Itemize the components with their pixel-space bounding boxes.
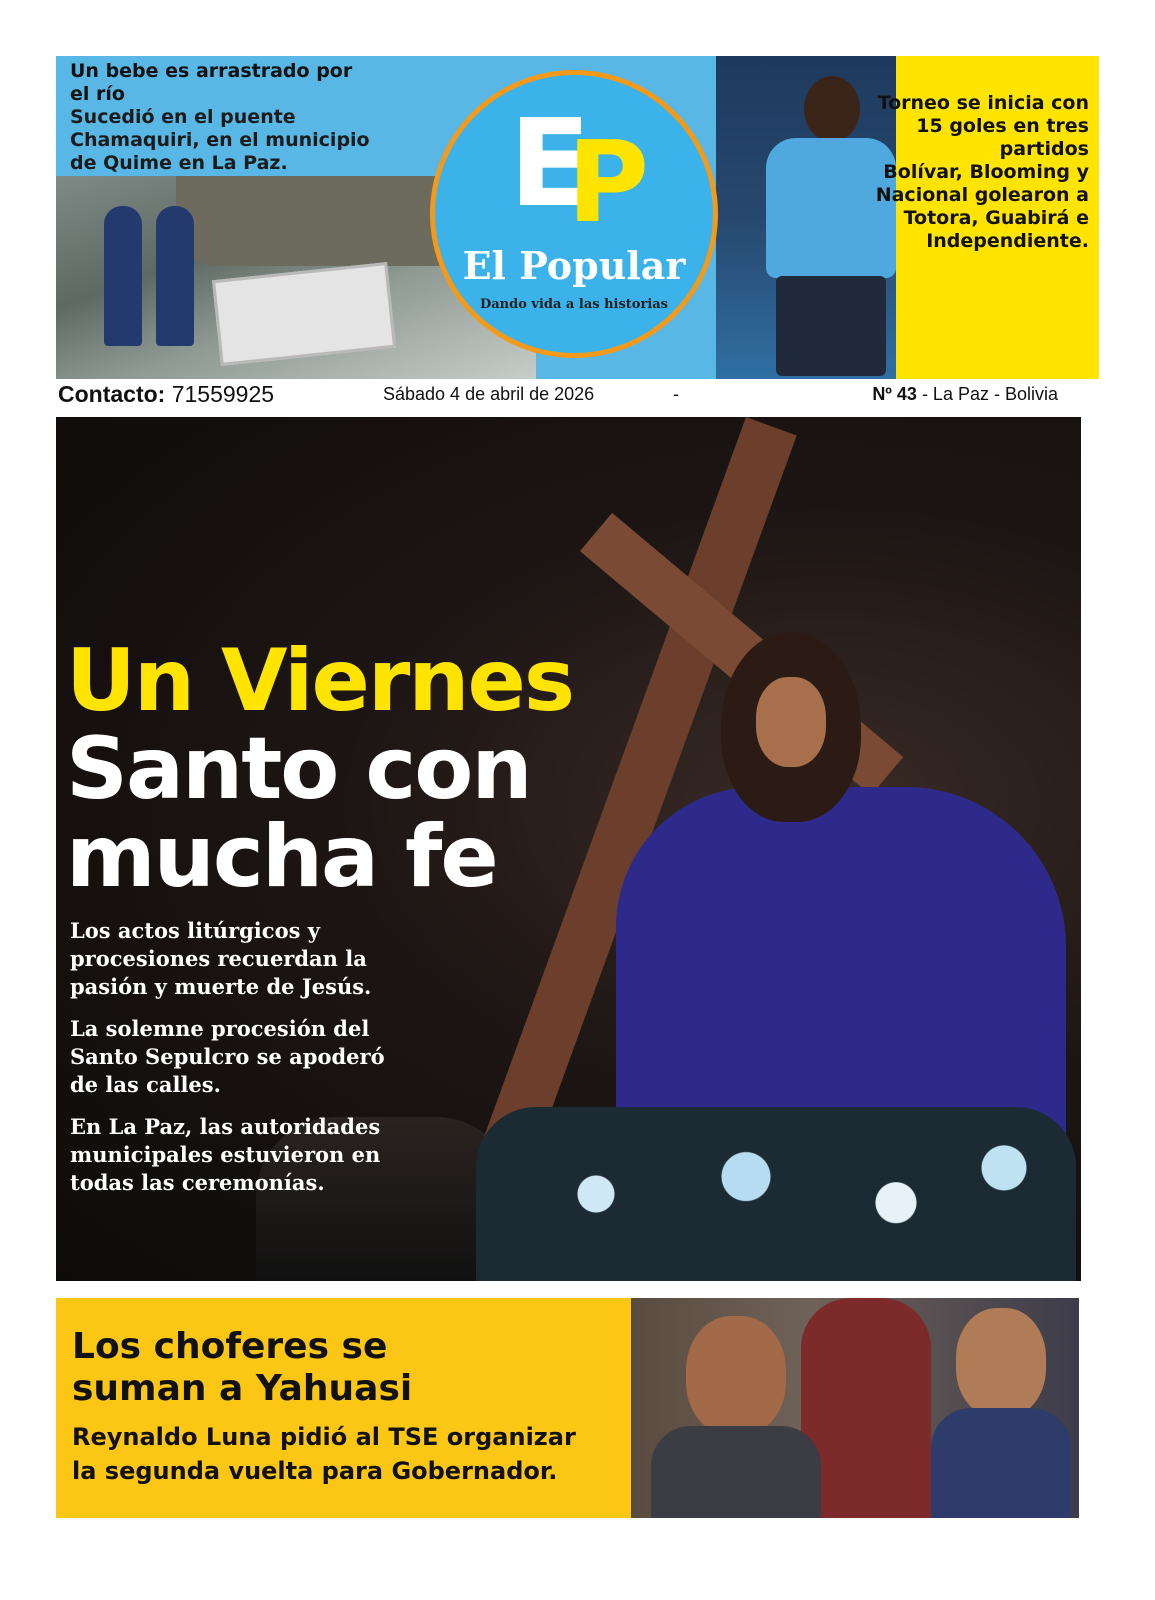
drivers-story-banner[interactable] — [56, 1298, 1079, 1518]
person-speaking — [651, 1316, 821, 1518]
separator: - — [673, 384, 679, 404]
banner-headline — [72, 1326, 412, 1410]
person-face — [956, 1308, 1046, 1418]
summary-point: Los actos litúrgicos y procesiones recuerdan la pasión y muerte de Jesús. — [70, 918, 372, 999]
banner-headline-line-1: Los choferes se — [72, 1326, 388, 1367]
teaser-river-story[interactable] — [70, 60, 370, 175]
banner-summary — [72, 1420, 576, 1488]
rescue-worker — [156, 206, 194, 346]
banner-summary-line-1: Reynaldo Luna pidió al TSE organizar — [72, 1423, 576, 1451]
cover-summary-points — [70, 917, 410, 1211]
person-body — [651, 1426, 821, 1518]
banner-summary-line-2: la segunda vuelta para Gobernador. — [72, 1457, 558, 1485]
headline-line-1: Un Viernes — [66, 631, 574, 731]
logo-letter-e: E — [509, 95, 591, 234]
newspaper-name: El Popular — [462, 243, 686, 288]
masthead-band — [56, 56, 1099, 379]
teaser-headline: Torneo se inicia con 15 goles en tres partidos — [877, 92, 1089, 160]
issue-info-line — [58, 381, 1058, 407]
contact-info — [58, 381, 274, 408]
issue-date: Sábado 4 de abril de 2026 — [383, 384, 595, 404]
cover-story[interactable] — [56, 417, 1081, 1281]
summary-point: La solemne procesión del Santo Sepulcro se apoderó de las calles. — [70, 1016, 385, 1097]
teaser-football-story[interactable] — [849, 92, 1089, 253]
newspaper-tagline: Dando vida a las historias — [479, 297, 669, 312]
teaser-summary: Sucedió en el puente Chamaquiri, en el municipio de Quime en La Paz. — [70, 106, 370, 174]
logo-letter-p: P — [567, 118, 650, 248]
headline-line-3: mucha fe — [66, 807, 497, 907]
flower-arrangement — [476, 1107, 1076, 1281]
drivers-meeting-photo — [631, 1298, 1079, 1518]
player-shorts — [776, 276, 886, 376]
overturned-truck — [212, 262, 396, 366]
rescue-worker — [104, 206, 142, 346]
teaser-headline: Un bebe es arrastrado por el río — [70, 60, 353, 105]
contact-label: Contacto: — [58, 381, 166, 407]
headline-line-2: Santo con — [66, 719, 531, 819]
summary-point: En La Paz, las autoridades municipales estuvieron en todas las ceremonías. — [70, 1114, 381, 1195]
el-popular-logo[interactable] — [430, 70, 718, 358]
person-standing — [931, 1308, 1071, 1518]
issue-location: - La Paz - Bolivia — [921, 384, 1058, 404]
cover-headline — [66, 631, 574, 907]
contact-number[interactable]: 71559925 — [171, 381, 275, 407]
person-face — [686, 1316, 786, 1436]
teaser-summary: Bolívar, Blooming y Nacional golearon a Totora, Guabirá e Independiente. — [875, 161, 1089, 252]
ep-monogram — [509, 95, 650, 248]
issue-number-label: Nº 43 — [872, 384, 917, 404]
issue-number — [872, 384, 1058, 405]
banner-headline-line-2: suman a Yahuasi — [72, 1368, 413, 1409]
person-body — [931, 1408, 1071, 1518]
statue-face — [756, 677, 826, 767]
